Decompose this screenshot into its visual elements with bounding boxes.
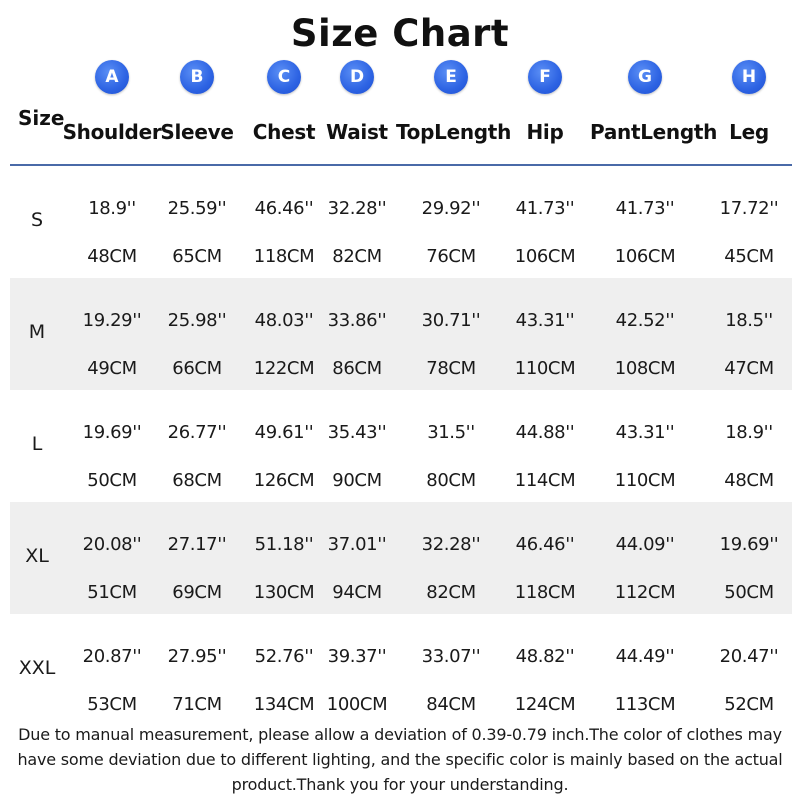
inch-value: 39.37'': [327, 646, 387, 667]
inch-value: 29.92'': [421, 198, 481, 219]
column-header-sleeve: Sleeve: [160, 120, 234, 144]
inch-value: 46.46'': [254, 198, 314, 219]
cm-value: 50CM: [87, 470, 137, 491]
row-size-label: M: [28, 321, 46, 343]
cm-value: 126CM: [253, 470, 315, 491]
cm-value: 65CM: [172, 246, 222, 267]
cm-value: 71CM: [172, 694, 222, 715]
inch-value: 51.18'': [254, 534, 314, 555]
cm-value: 114CM: [514, 470, 576, 491]
inch-value: 35.43'': [327, 422, 387, 443]
cm-value: 49CM: [87, 358, 137, 379]
row-size-label: L: [31, 433, 43, 455]
cm-value: 68CM: [172, 470, 222, 491]
column-header-pantlength: PantLength: [590, 120, 718, 144]
cm-value: 52CM: [724, 694, 774, 715]
cm-value: 66CM: [172, 358, 222, 379]
inch-value: 18.9'': [88, 198, 136, 219]
cm-value: 82CM: [426, 582, 476, 603]
column-badge-g: [625, 60, 665, 94]
inch-value: 30.71'': [421, 310, 481, 331]
row-size-label: S: [30, 209, 44, 231]
inch-value: 33.86'': [327, 310, 387, 331]
cm-value: 47CM: [724, 358, 774, 379]
cm-value: 113CM: [614, 694, 676, 715]
cm-value: 51CM: [87, 582, 137, 603]
inch-value: 18.9'': [725, 422, 773, 443]
inch-value: 46.46'': [515, 534, 575, 555]
cm-value: 84CM: [426, 694, 476, 715]
column-badge-b: [177, 60, 217, 94]
inch-value: 41.73'': [615, 198, 675, 219]
letter-badge: C: [267, 60, 301, 94]
inch-value: 26.77'': [167, 422, 227, 443]
cm-value: 53CM: [87, 694, 137, 715]
inch-value: 19.29'': [82, 310, 142, 331]
inch-value: 27.17'': [167, 534, 227, 555]
inch-value: 19.69'': [719, 534, 779, 555]
cm-value: 112CM: [614, 582, 676, 603]
cm-value: 50CM: [724, 582, 774, 603]
inch-value: 43.31'': [515, 310, 575, 331]
cm-value: 86CM: [332, 358, 382, 379]
inch-value: 49.61'': [254, 422, 314, 443]
column-header-leg: Leg: [729, 120, 769, 144]
letter-badge: G: [628, 60, 662, 94]
row-size-label: XL: [25, 545, 49, 567]
cm-value: 106CM: [614, 246, 676, 267]
inch-value: 20.08'': [82, 534, 142, 555]
inch-value: 42.52'': [615, 310, 675, 331]
inch-value: 20.47'': [719, 646, 779, 667]
cm-value: 134CM: [253, 694, 315, 715]
inch-value: 48.82'': [515, 646, 575, 667]
cm-value: 110CM: [614, 470, 676, 491]
cm-value: 69CM: [172, 582, 222, 603]
column-header-waist: Waist: [326, 120, 388, 144]
inch-value: 25.98'': [167, 310, 227, 331]
cm-value: 82CM: [332, 246, 382, 267]
inch-value: 17.72'': [719, 198, 779, 219]
inch-value: 41.73'': [515, 198, 575, 219]
inch-value: 44.49'': [615, 646, 675, 667]
cm-value: 78CM: [426, 358, 476, 379]
cm-value: 122CM: [253, 358, 315, 379]
inch-value: 19.69'': [82, 422, 142, 443]
cm-value: 108CM: [614, 358, 676, 379]
column-header-toplength: TopLength: [396, 120, 512, 144]
inch-value: 31.5'': [427, 422, 475, 443]
row-size-label: XXL: [18, 657, 56, 679]
inch-value: 18.5'': [725, 310, 773, 331]
column-badge-c: [264, 60, 304, 94]
letter-badge: E: [434, 60, 468, 94]
cm-value: 100CM: [326, 694, 388, 715]
inch-value: 43.31'': [615, 422, 675, 443]
page-title: Size Chart: [290, 12, 510, 55]
cm-value: 110CM: [514, 358, 576, 379]
letter-badge: H: [732, 60, 766, 94]
inch-value: 20.87'': [82, 646, 142, 667]
cm-value: 45CM: [724, 246, 774, 267]
letter-badge: F: [528, 60, 562, 94]
cm-value: 90CM: [332, 470, 382, 491]
inch-value: 37.01'': [327, 534, 387, 555]
column-badge-d: [337, 60, 377, 94]
cm-value: 130CM: [253, 582, 315, 603]
size-header: Size: [18, 106, 65, 130]
letter-badge: B: [180, 60, 214, 94]
cm-value: 48CM: [87, 246, 137, 267]
inch-value: 33.07'': [421, 646, 481, 667]
column-badge-e: [431, 60, 471, 94]
inch-value: 25.59'': [167, 198, 227, 219]
column-header-hip: Hip: [526, 120, 564, 144]
letter-badge: A: [95, 60, 129, 94]
cm-value: 94CM: [332, 582, 382, 603]
inch-value: 44.09'': [615, 534, 675, 555]
inch-value: 32.28'': [327, 198, 387, 219]
cm-value: 80CM: [426, 470, 476, 491]
cm-value: 76CM: [426, 246, 476, 267]
column-badge-f: [525, 60, 565, 94]
cm-value: 48CM: [724, 470, 774, 491]
inch-value: 32.28'': [421, 534, 481, 555]
inch-value: 27.95'': [167, 646, 227, 667]
column-badge-h: [729, 60, 769, 94]
measurement-note: Due to manual measurement, please allow a deviation of 0.39-0.79 inch.The color of clothes may have some deviation due to different lighting, and the specific color is mainly based on the actual product.Thank you for your understanding.: [17, 725, 783, 794]
cm-value: 124CM: [514, 694, 576, 715]
column-badge-a: [92, 60, 132, 94]
inch-value: 52.76'': [254, 646, 314, 667]
letter-badge: D: [340, 60, 374, 94]
column-header-shoulder: Shoulder: [62, 120, 162, 144]
cm-value: 118CM: [253, 246, 315, 267]
inch-value: 44.88'': [515, 422, 575, 443]
column-header-chest: Chest: [252, 120, 316, 144]
cm-value: 106CM: [514, 246, 576, 267]
cm-value: 118CM: [514, 582, 576, 603]
inch-value: 48.03'': [254, 310, 314, 331]
